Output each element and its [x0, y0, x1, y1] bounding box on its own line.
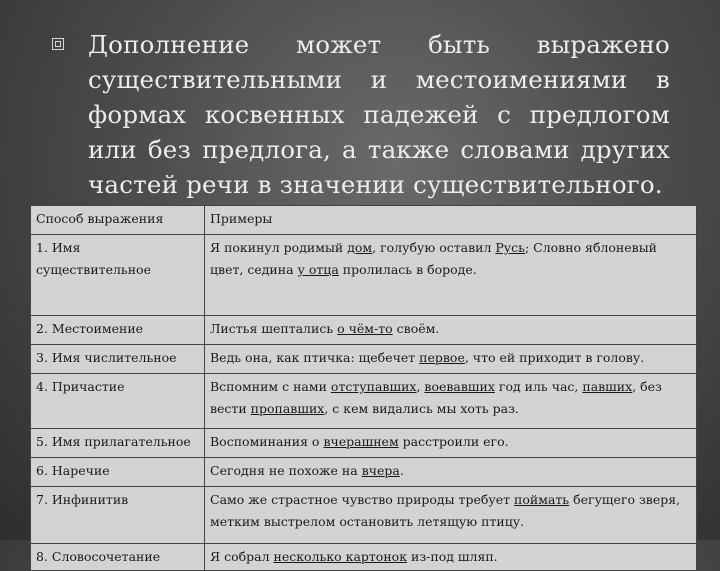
table-row	[31, 457, 696, 486]
row-example: Листья шептались о чём-то своём.	[210, 321, 440, 336]
row-type: 4. Причастие	[31, 374, 205, 428]
table-row	[31, 234, 696, 315]
table-row	[31, 373, 696, 428]
expression-table	[30, 205, 697, 571]
row-example: Воспоминания о вчерашнем расстроили его.	[210, 434, 509, 449]
table-row	[31, 486, 696, 543]
header-examples: Примеры	[210, 211, 273, 226]
table-row	[31, 315, 696, 344]
row-example: Само же страстное чувство природы требует поймать бегущего зверя, метким выстрелом остановить летящую птицу.	[210, 492, 681, 529]
row-example: Ведь она, как птичка: щебечет первое, что ей приходит в голову.	[210, 350, 645, 365]
row-example: Я собрал несколько картонок из-под шляп.	[210, 549, 498, 564]
row-type: 5. Имя прилагательное	[31, 429, 205, 457]
row-example: Вспомним с нами отступавших, воевавших год иль час, павших, без вести пропавших, с кем видались мы хоть раз.	[210, 379, 662, 416]
row-type: 1. Имя существительное	[31, 235, 205, 315]
row-type: 6. Наречие	[31, 458, 205, 486]
row-type: 2. Местоимение	[31, 316, 205, 344]
row-type: 8. Словосочетание	[31, 544, 205, 570]
row-example: Я покинул родимый дом, голубую оставил Русь; Словно яблоневый цвет, седина у отца пролилась в бороде.	[210, 240, 657, 277]
table-header-row	[31, 206, 696, 234]
row-example: Сегодня не похоже на вчера.	[210, 463, 404, 478]
table-row	[31, 428, 696, 457]
header-method: Способ выражения	[31, 206, 205, 234]
row-type: 7. Инфинитив	[31, 487, 205, 543]
table-row	[31, 543, 696, 570]
row-type: 3. Имя числительное	[31, 345, 205, 373]
table-row	[31, 344, 696, 373]
square-bullet-icon	[52, 38, 66, 52]
main-paragraph: Дополнение может быть выражено существительными и местоимениями в формах косвенных падежей с предлогом или без предлога, а также словами других частей речи в значении существительного.	[88, 30, 670, 199]
